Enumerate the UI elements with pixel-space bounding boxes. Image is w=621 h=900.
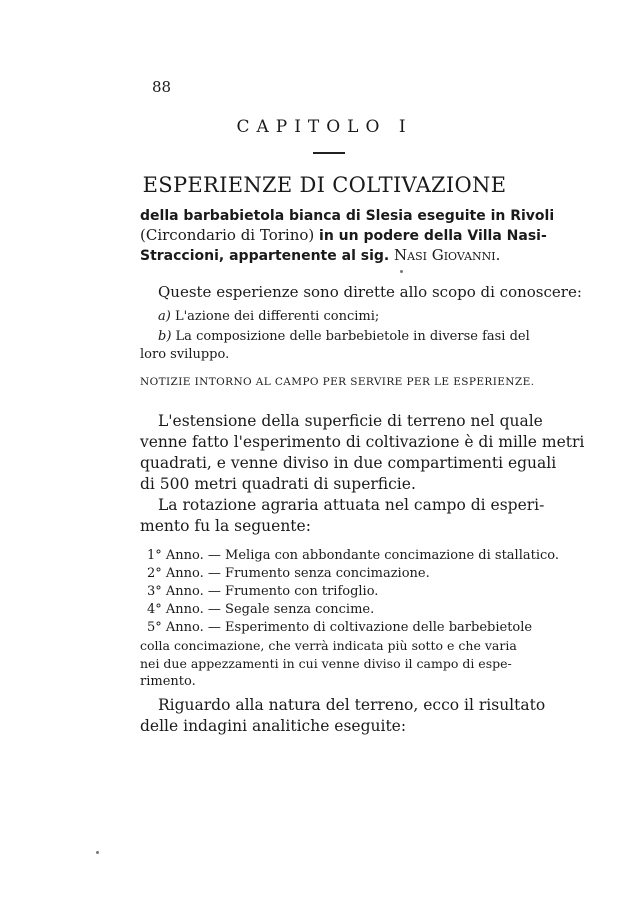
rotation-cont-line-1: colla concimazione, che verrà indicata più sotto e che varia (140, 638, 517, 653)
rotation-year-1 (147, 548, 559, 563)
paragraph1-line-4: di 500 metri quadrati di superficie. (140, 475, 416, 493)
rotation-year-3-label: 3° Anno. — (147, 584, 221, 599)
intro-text: Queste esperienze sono dirette allo scopo di conoscere: (158, 283, 582, 301)
section-title: ESPERIENZE DI COLTIVAZIONE (142, 173, 507, 197)
rotation-year-4-label: 4° Anno. — (147, 602, 221, 617)
rotation-year-5 (147, 620, 533, 635)
rotation-cont-line-3: rimento. (140, 674, 196, 689)
subtitle-line-1 (140, 206, 555, 224)
subtitle-bold-1: della barbabietola bianca di Slesia eseguite in Rivoli (140, 208, 555, 224)
rotation-year-2-text: Frumento senza concimazione. (225, 566, 430, 581)
rotation-year-1-text: Meliga con abbondante concimazione di stallatico. (225, 548, 560, 563)
paragraph1-line-2: venne fatto l'esperimento di coltivazione è di mille metri (140, 433, 585, 451)
rotation-year-5-label: 5° Anno. — (147, 620, 221, 635)
section-heading: NOTIZIE INTORNO AL CAMPO PER SERVIRE PER LE ESPERIENZE. (140, 376, 535, 388)
paragraph1-line-1: L'estensione della superficie di terreno nel quale (158, 412, 543, 430)
subtitle-line-3 (140, 246, 505, 264)
print-speck (96, 851, 99, 854)
paragraph3-line-2: delle indagini analitiche eseguite: (140, 717, 407, 735)
chapter-heading: CAPITOLO I (236, 117, 413, 137)
subtitle-line-2 (140, 226, 547, 244)
rotation-year-5-text: Esperimento di coltivazione delle barbebietole (225, 620, 533, 635)
print-speck (400, 270, 403, 273)
rotation-year-3-text: Frumento con trifoglio. (225, 584, 379, 599)
paragraph3-line-1: Riguardo alla natura del terreno, ecco il risultato (158, 696, 546, 714)
subtitle-regular-2: (Circondario di Torino) (140, 226, 315, 244)
objective-a-marker: a) (158, 309, 171, 324)
objective-b-continued: loro sviluppo. (140, 347, 230, 362)
objective-a (158, 309, 379, 324)
objective-b (158, 329, 530, 344)
subtitle-bold-3: Straccioni, appartenente al sig. (140, 248, 390, 264)
objective-b-text: La composizione delle barbebietole in diverse fasi del (175, 329, 530, 344)
paragraph2-line-1: La rotazione agraria attuata nel campo di esperi- (158, 496, 545, 514)
objective-a-text: L'azione dei differenti concimi; (174, 309, 380, 324)
paragraph2-line-2: mento fu la seguente: (140, 517, 311, 535)
rotation-year-2 (147, 566, 430, 581)
rotation-year-2-label: 2° Anno. — (147, 566, 221, 581)
paragraph1-line-3: quadrati, e venne diviso in due compartimenti eguali (140, 454, 557, 472)
rotation-cont-line-2: nei due appezzamenti in cui venne diviso il campo di espe- (140, 656, 512, 671)
subtitle-author: Nasi Giovanni. (394, 246, 501, 264)
rotation-year-4-text: Segale senza concime. (225, 602, 375, 617)
objective-b-marker: b) (158, 329, 172, 344)
page-number: 88 (152, 78, 172, 96)
subtitle-bold-2: in un podere della Villa Nasi- (319, 228, 547, 244)
chapter-rule (313, 152, 345, 154)
rotation-year-3 (147, 584, 378, 599)
rotation-year-4 (147, 602, 374, 617)
rotation-year-1-label: 1° Anno. — (147, 548, 221, 563)
